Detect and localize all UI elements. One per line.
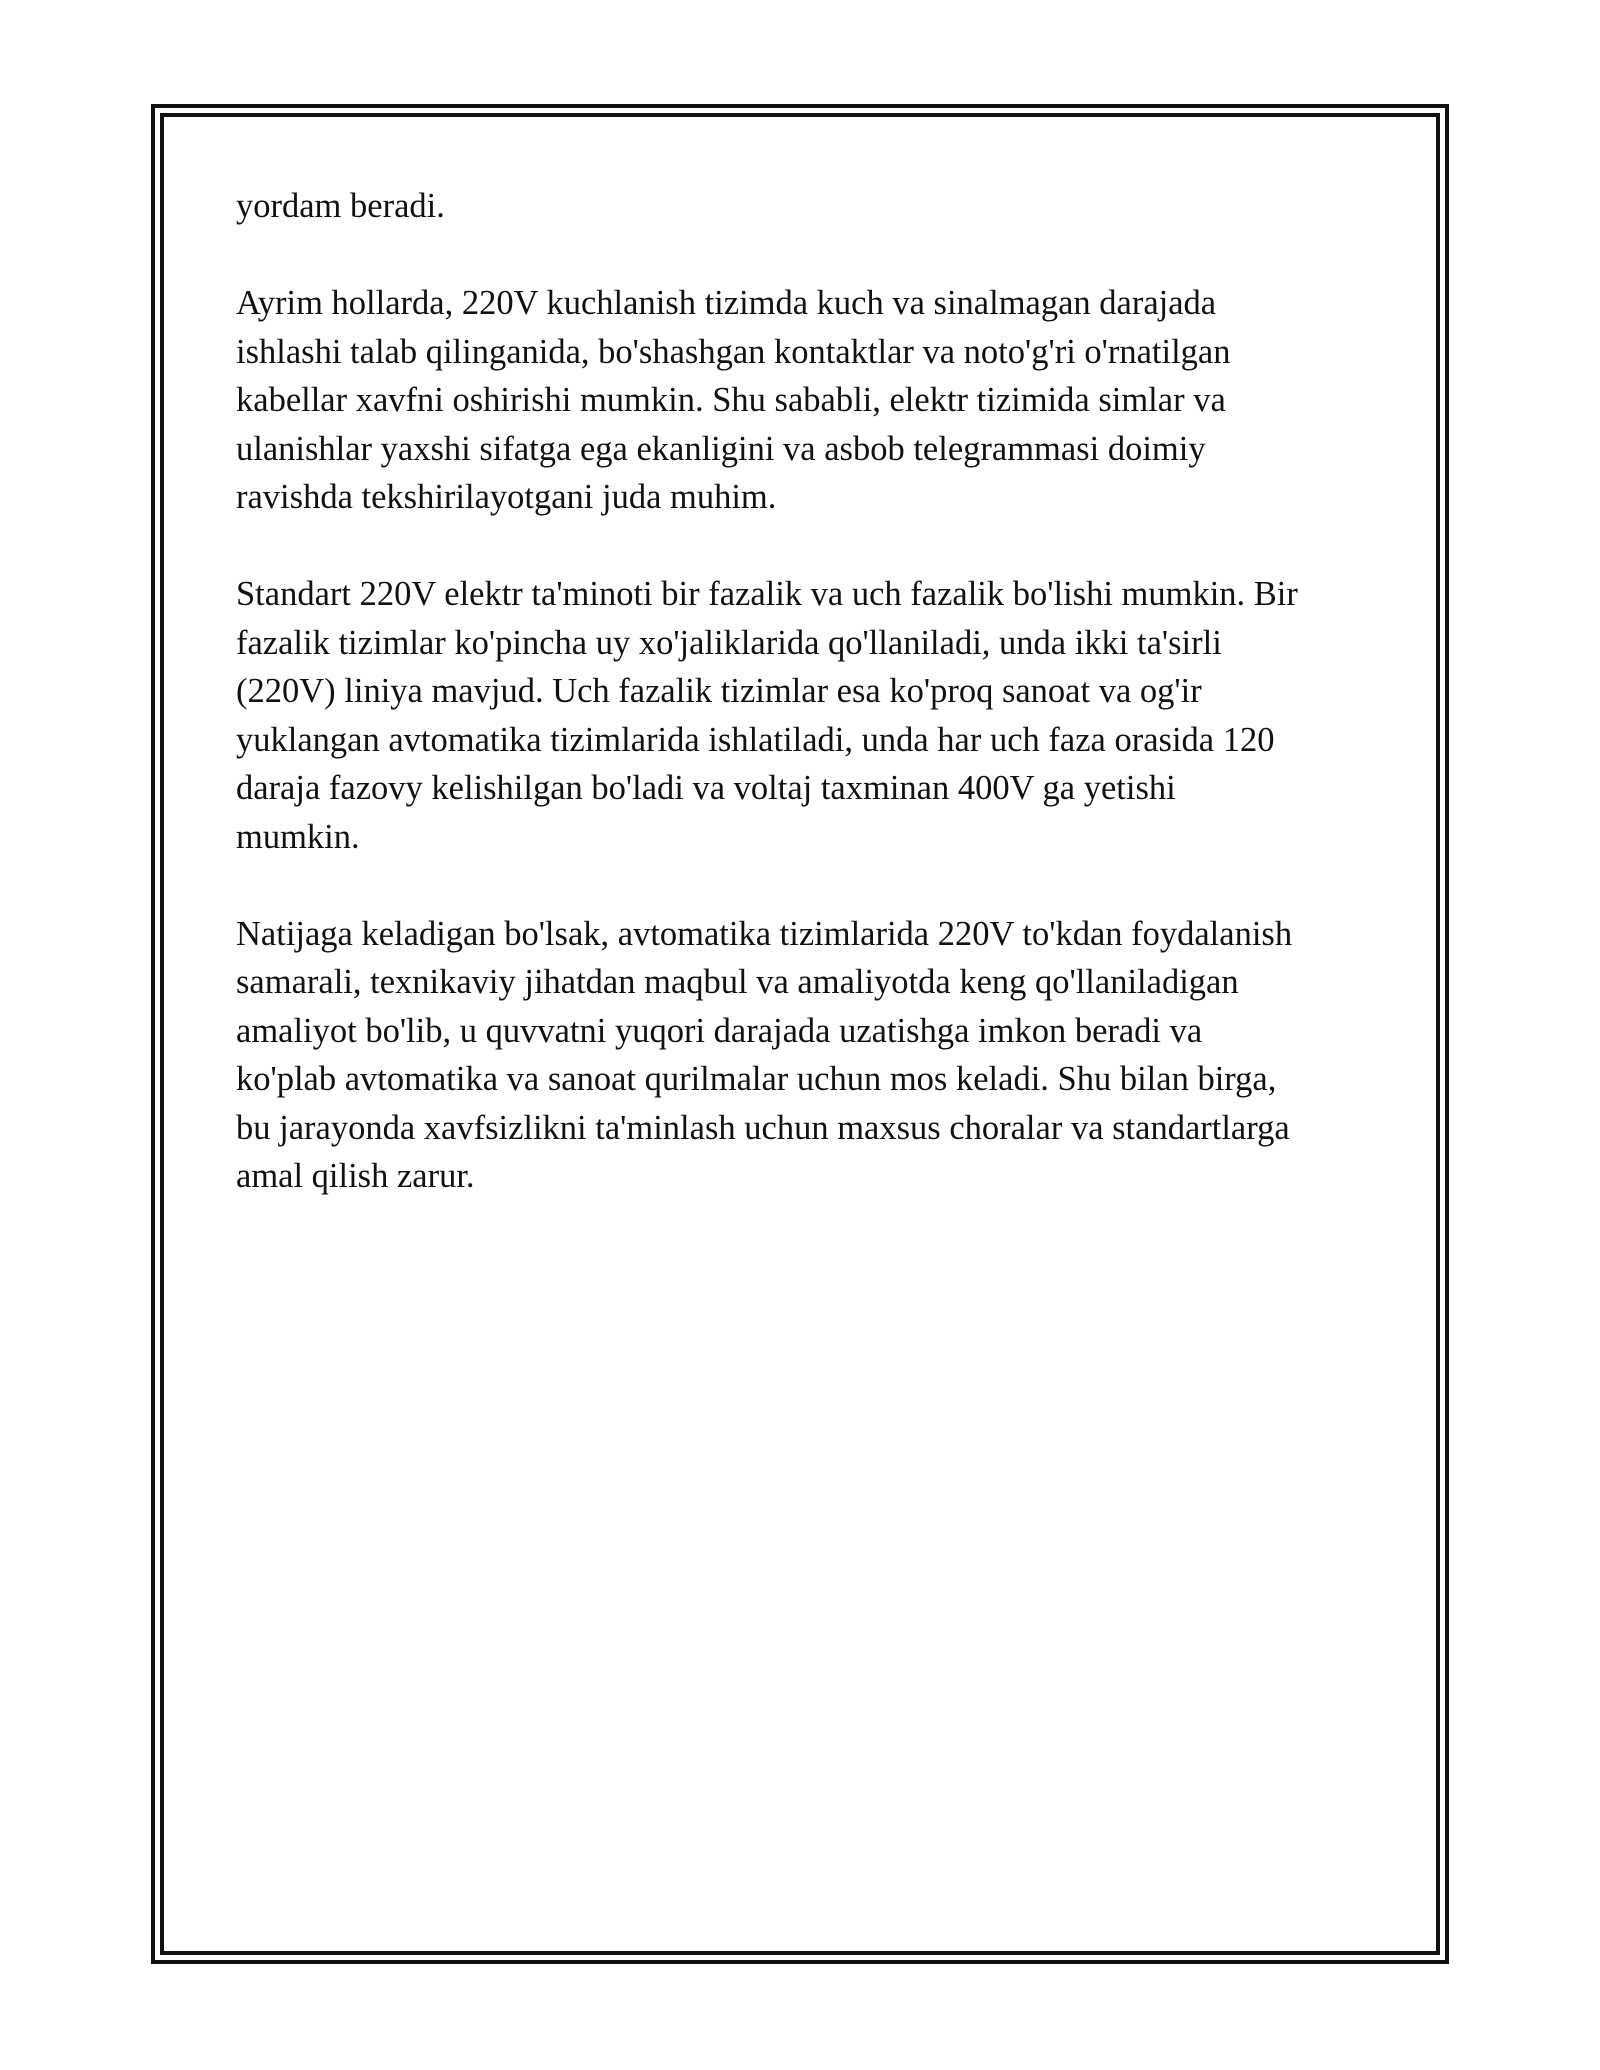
text-line: daraja fazovy kelishilgan bo'ladi va voltaj taxminan 400V ga yetishi [236,769,1176,807]
paragraph-3 [236,570,1386,861]
text-line: ulanishlar yaxshi sifatga ega ekanligini va asbob telegrammasi doimiy [236,429,1206,468]
text-line: ishlashi talab qilinganida, bo'shashgan kontaktlar va noto'g'ri o'rnatilgan [236,332,1231,371]
text-line: yuklangan avtomatika tizimlarida ishlatiladi, unda har uch faza orasida 120 [236,720,1275,759]
text-line: fazalik tizimlar ko'pincha uy xo'jaliklarida qo'llaniladi, unda ikki ta'sirli [236,623,1222,662]
text-line: Standart 220V elektr ta'minoti bir fazalik va uch fazalik bo'lishi mumkin. Bir [236,575,1298,613]
text-line: Ayrim hollarda, 220V kuchlanish tizimda kuch va sinalmagan darajada [236,284,1217,322]
text-line: mumkin. [236,817,360,856]
paragraph-4 [236,910,1386,1201]
text-line: ko'plab avtomatika va sanoat qurilmalar uchun mos keladi. Shu bilan birga, [236,1060,1277,1098]
paragraph-1 [236,182,1386,231]
text-line: kabellar xavfni oshirishi mumkin. Shu sababli, elektr tizimida simlar va [236,381,1226,419]
text-line: ravishda tekshirilayotgani juda muhim. [236,478,777,516]
text-line: samarali, texnikaviy jihatdan maqbul va amaliyotda keng qo'llaniladigan [236,963,1239,1001]
text-line: amal qilish zarur. [236,1157,475,1195]
text-line: (220V) liniya mavjud. Uch fazalik tizimlar esa ko'proq sanoat va og'ir [236,672,1202,710]
document-body [236,182,1386,1249]
text-line: bu jarayonda xavfsizlikni ta'minlash uchun maxsus choralar va standartlarga [236,1108,1290,1147]
paragraph-2 [236,279,1386,522]
text-line: yordam beradi. [236,187,445,225]
text-line: Natijaga keladigan bo'lsak, avtomatika tizimlarida 220V to'kdan foydalanish [236,914,1293,953]
text-line: amaliyot bo'lib, u quvvatni yuqori darajada uzatishga imkon beradi va [236,1011,1203,1050]
